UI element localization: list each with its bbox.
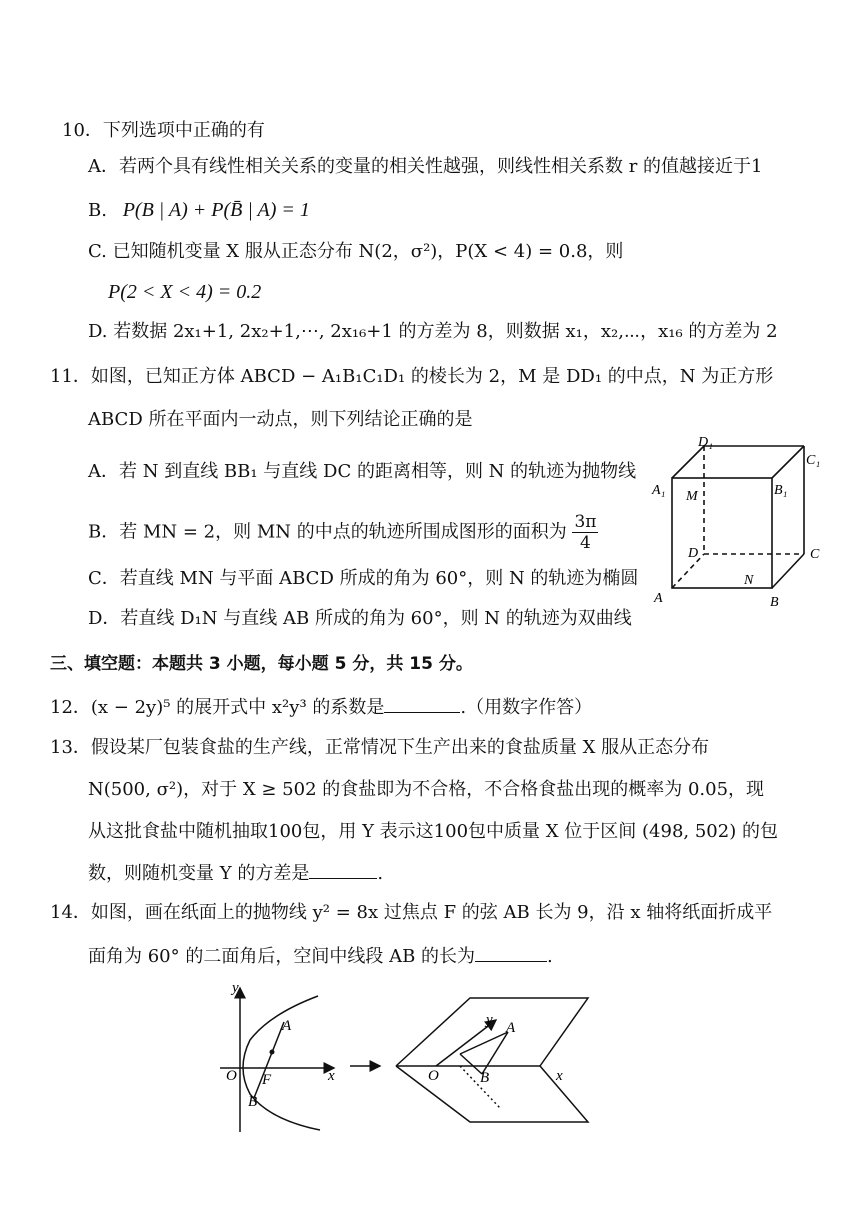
q12-tail: .（用数字作答） (460, 697, 593, 718)
fig-label-x: x (328, 1068, 335, 1084)
q10-stem: 10．下列选项中正确的有 (62, 120, 265, 141)
cube-label-c1: C₁ (806, 453, 821, 468)
q14-line2 (88, 943, 553, 969)
fig-label-b: B (248, 1094, 258, 1110)
fig2-label-y: y (486, 1012, 493, 1028)
q13-line4-text: 数，则随机变量 Y 的方差是 (88, 863, 310, 884)
cube-label-c: C (810, 547, 820, 562)
q10-option-b-label: B. (88, 200, 107, 221)
q12 (50, 694, 592, 720)
q14-answer-blank[interactable] (475, 943, 547, 962)
q10-option-b (88, 198, 310, 223)
cube-label-n: N (744, 573, 754, 588)
q11-option-c: C．若直线 MN 与平面 ABCD 所成的角为 60°，则 N 的轨迹为椭圆 (88, 568, 639, 589)
q13-line4 (88, 860, 383, 886)
fig2-label-o: O (428, 1068, 439, 1084)
fig-label-o: O (226, 1068, 237, 1084)
planar-parabola-diagram (220, 988, 334, 1132)
q13-answer-blank[interactable] (309, 860, 377, 879)
fig-label-y: y (232, 980, 239, 996)
q10-option-b-formula: P(B | A) + P(B̄ | A) = 1 (122, 199, 310, 221)
fig-label-f: F (262, 1072, 272, 1088)
q14-line2-text: 面角为 60° 的二面角后，空间中线段 AB 的长为 (88, 946, 476, 967)
q12-text: 12．(x − 2y)⁵ 的展开式中 x²y³ 的系数是 (50, 697, 385, 718)
q11-fraction-numerator: 3π (574, 512, 597, 532)
q10-option-a: A．若两个具有线性相关关系的变量的相关性越强，则线性相关系数 r 的值越接近于1 (88, 156, 763, 177)
fig2-label-b: B (480, 1070, 490, 1086)
q14-figure (210, 980, 610, 1140)
q14-tail: . (547, 946, 553, 967)
cube-figure (648, 428, 828, 613)
q12-answer-blank[interactable] (384, 694, 460, 713)
q11-fraction-denominator: 4 (580, 533, 591, 553)
q11-option-a: A．若 N 到直线 BB₁ 与直线 DC 的距离相等，则 N 的轨迹为抛物线 (88, 461, 637, 482)
cube-label-m: M (686, 489, 698, 504)
fig2-label-a: A (506, 1020, 516, 1036)
cube-label-a1: A₁ (652, 483, 666, 498)
q11-stem-line1: 11．如图，已知正方体 ABCD − A₁B₁C₁D₁ 的棱长为 2，M 是 DD₁ 的中点，N 为正方形 (50, 366, 774, 387)
section-3-heading: 三、填空题：本题共 3 小题，每小题 5 分，共 15 分。 (50, 654, 473, 674)
q13-line2: N(500, σ²)，对于 X ≥ 502 的食盐即为不合格，不合格食盐出现的概率为 0.05，现 (88, 779, 765, 800)
q10-option-d: D. 若数据 2x₁+1, 2x₂+1,⋯, 2x₁₆+1 的方差为 8，则数据 x₁，x₂,⋯，x₁₆ 的方差为 2 (88, 321, 778, 342)
fig2-label-x: x (556, 1068, 563, 1084)
q11-stem-line2: ABCD 所在平面内一动点，则下列结论正确的是 (88, 409, 473, 430)
q13-tail: . (377, 863, 384, 884)
cube-label-a: A (654, 591, 663, 606)
q11-option-b (88, 512, 598, 553)
q10-option-c-line2: P(2 < X < 4) = 0.2 (108, 281, 262, 303)
q13-line3: 从这批食盐中随机抽取100包，用 Y 表示这100包中质量 X 位于区间 (498, 502) 的包 (88, 821, 778, 842)
cube-label-b1: B₁ (774, 483, 788, 498)
q10-option-c-line1: C. 已知随机变量 X 服从正态分布 N(2，σ²)，P(X < 4) = 0.8，则 (88, 241, 624, 262)
q14-line1: 14．如图，画在纸面上的抛物线 y² = 8x 过焦点 F 的弦 AB 长为 9，沿 x 轴将纸面折成平 (50, 902, 773, 923)
q11-option-b-fraction (572, 512, 598, 553)
cube-label-d1: D₁ (698, 435, 713, 450)
q11-option-b-text: B．若 MN = 2，则 MN 的中点的轨迹所围成图形的面积为 (88, 521, 567, 543)
cube-label-b: B (770, 595, 779, 610)
fig-label-a: A (282, 1018, 292, 1034)
cube-label-d: D (688, 546, 699, 561)
q11-option-d: D．若直线 D₁N 与直线 AB 所成的角为 60°，则 N 的轨迹为双曲线 (88, 608, 632, 629)
q13-line1: 13．假设某厂包装食盐的生产线，正常情况下生产出来的食盐质量 X 服从正态分布 (50, 737, 710, 758)
